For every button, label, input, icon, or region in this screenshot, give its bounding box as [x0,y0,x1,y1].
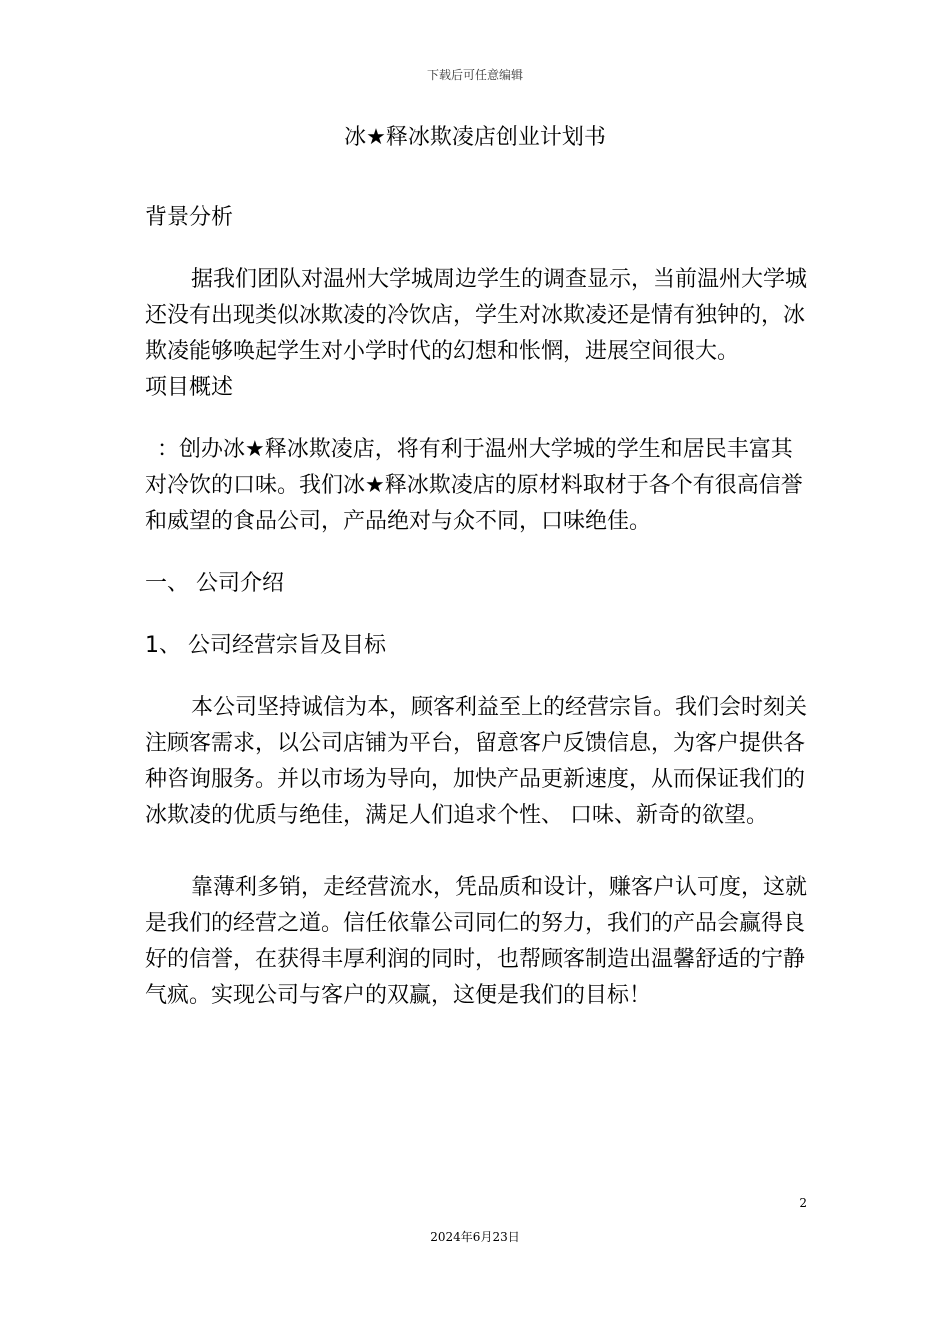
spacer [145,236,810,262]
spacer [145,406,810,432]
company-intro-heading: 一、 公司介绍 [145,571,284,596]
spacer [145,602,810,628]
spacer [145,664,810,690]
page-header-note: 下载后可任意编辑 [426,68,523,82]
spacer [145,834,810,870]
purpose-paragraph-2: 靠薄利多销，走经营流水，凭品质和设计，赚客户认可度，这就是我们的经营之道。信任依靠公司同仁的努力，我们的产品会赢得良好的信誉，在获得丰厚利润的同时，也帮顾客制造出温馨舒适的宁静气疯。实现公司与客户的双赢，这便是我们的目标！ [145,875,808,1008]
overview-heading: 项目概述 [145,375,234,400]
overview-paragraph: ：创办冰★释冰欺凌店，将有利于温州大学城的学生和居民丰富其对冷饮的口味。我们冰★释冰欺凌店的原材料取材于各个有很高信誉和威望的食品公司，产品绝对与众不同，口味绝佳。 [145,437,803,534]
background-paragraph: 据我们团队对温州大学城周边学生的调查显示，当前温州大学城还没有出现类似冰欺凌的冷饮店，学生对冰欺凌还是情有独钟的，冰欺凌能够唤起学生对小学时代的幻想和怅惘，进展空间很大。 [145,267,808,364]
purpose-paragraph-1: 本公司坚持诚信为本，顾客利益至上的经营宗旨。我们会时刻关注顾客需求，以公司店铺为平台，留意客户反馈信息，为客户提供各种咨询服务。并以市场为导向，加快产品更新速度，从而保证我们的冰欺凌的优质与绝佳，满足人们追求个性、 口味、新奇的欲望。 [145,695,808,828]
page-number: 2 [799,1196,807,1210]
background-heading: 背景分析 [145,205,234,230]
purpose-heading: 1、 公司经营宗旨及目标 [145,633,386,658]
spacer [145,540,810,566]
document-body [145,200,810,1014]
document-title: 冰★释冰欺凌店创业计划书 [344,125,606,150]
footer-date: 2024年6月23日 [430,1230,520,1244]
